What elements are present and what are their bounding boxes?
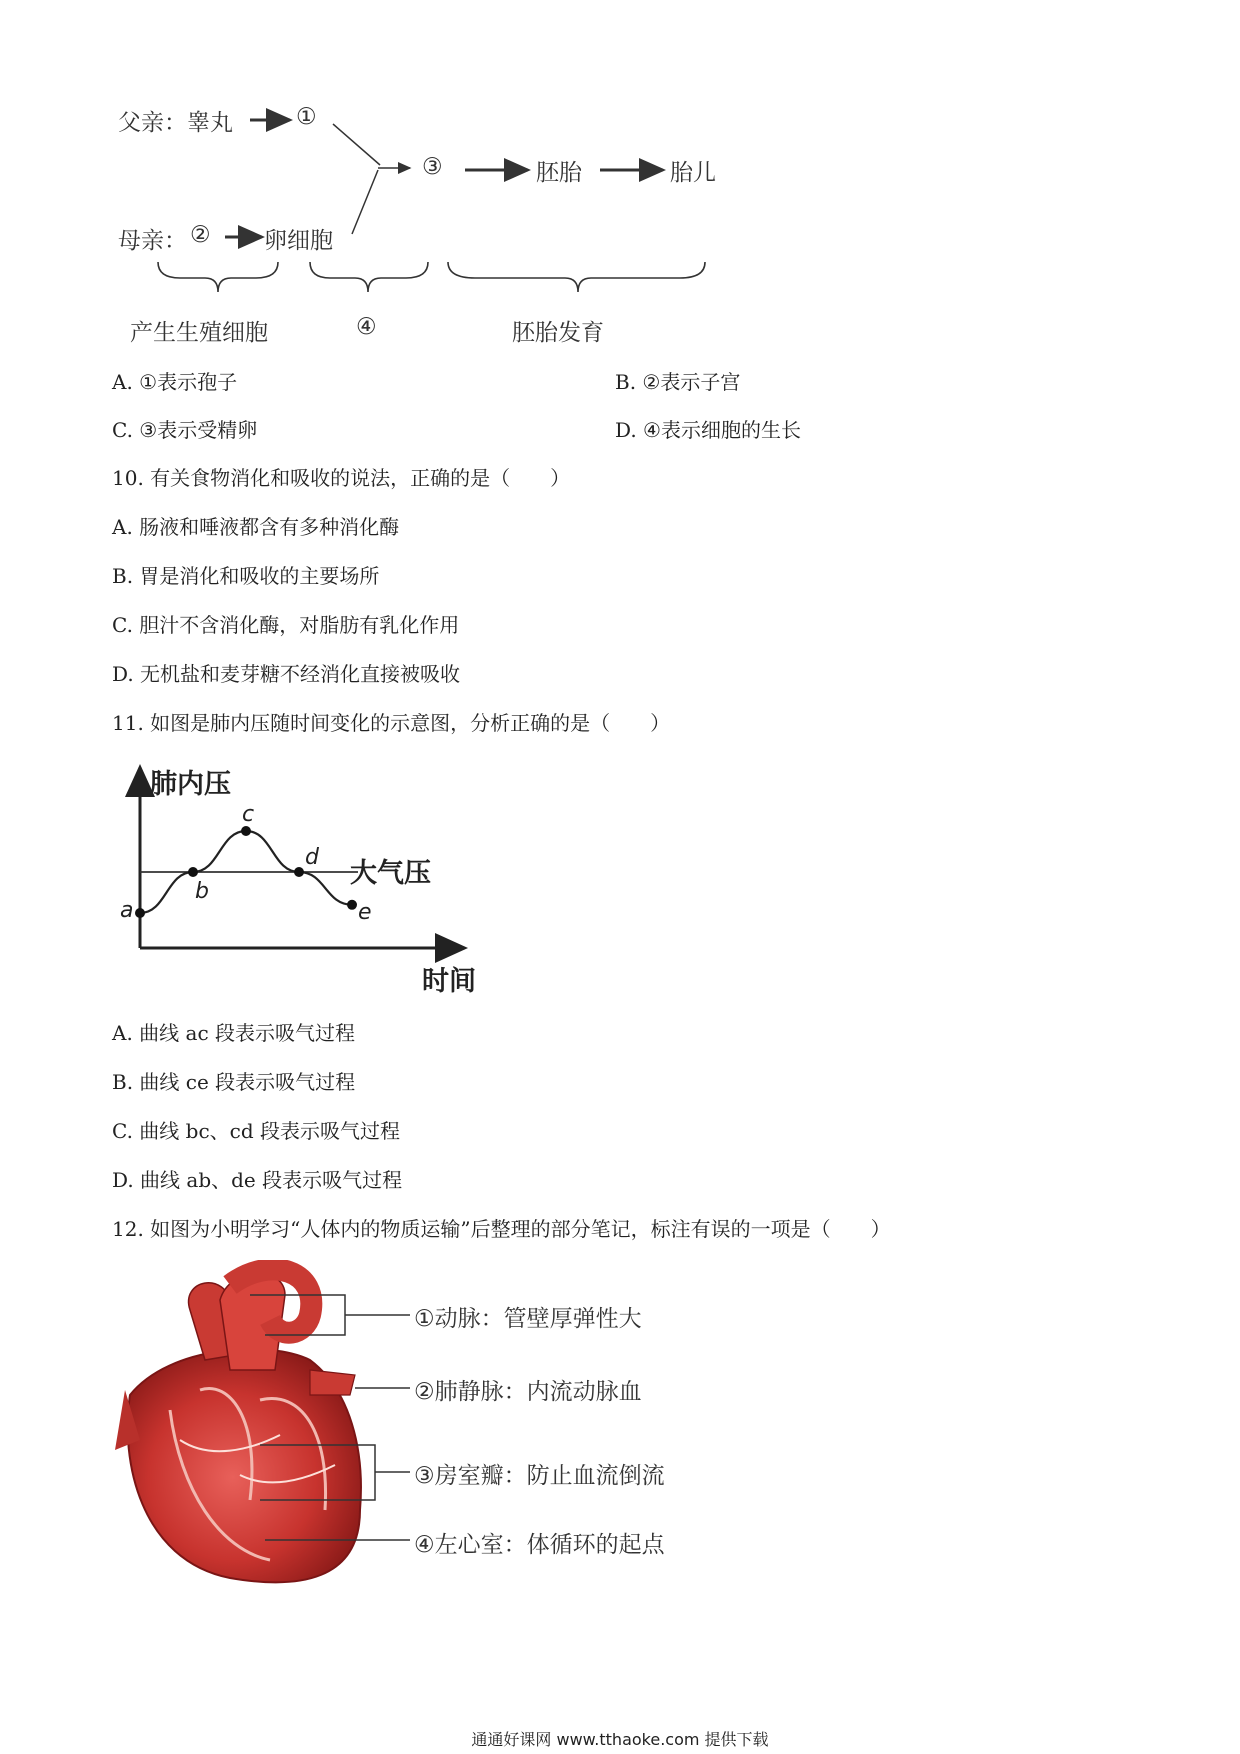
point-d	[294, 867, 304, 877]
x-axis-label: 时间	[422, 966, 476, 997]
q11-option-d: D. 曲线 ab、de 段表示吸气过程	[112, 1168, 403, 1192]
reproduction-diagram	[0, 0, 760, 360]
q11-option-a: A. 曲线 ac 段表示吸气过程	[112, 1021, 355, 1045]
lung-pressure-chart	[110, 755, 490, 1000]
q9-option-c: C. ③表示受精卵	[112, 418, 258, 442]
point-b	[188, 867, 198, 877]
point-label-b: b	[195, 879, 209, 904]
point-label-c: c	[242, 802, 255, 827]
reference-line-label: 大气压	[350, 858, 431, 889]
node-2: ②	[190, 222, 211, 248]
mother-label: 母亲：	[118, 228, 187, 254]
q10-option-a: A. 肠液和唾液都含有多种消化酶	[112, 515, 400, 539]
q9-option-b: B. ②表示子宫	[615, 370, 741, 394]
point-a	[135, 908, 145, 918]
q9-option-a: A. ①表示孢子	[112, 370, 238, 394]
q12-stem: 12. 如图为小明学习“人体内的物质运输”后整理的部分笔记，标注有误的一项是（ ）	[112, 1217, 891, 1241]
heart-label-pulmonary-vein: ②肺静脉：内流动脉血	[414, 1379, 642, 1405]
point-label-d: d	[305, 845, 319, 870]
q10-option-c: C. 胆汁不含消化酶，对脂肪有乳化作用	[112, 613, 460, 637]
q11-option-b: B. 曲线 ce 段表示吸气过程	[112, 1070, 356, 1094]
father-label: 父亲：睾丸	[118, 110, 233, 136]
node-1: ①	[296, 104, 317, 130]
embryo-label: 胚胎	[536, 160, 582, 186]
brace-label-4: ④	[356, 314, 377, 340]
point-c	[241, 826, 251, 836]
point-e	[347, 900, 357, 910]
page-footer: 通通好课网 www.tthaoke.com 提供下载	[471, 1730, 769, 1749]
fetus-label: 胎儿	[670, 160, 716, 186]
q10-option-b: B. 胃是消化和吸收的主要场所	[112, 564, 380, 588]
q10-option-d: D. 无机盐和麦芽糖不经消化直接被吸收	[112, 662, 461, 686]
q9-option-d: D. ④表示细胞的生长	[615, 418, 801, 442]
node-3: ③	[422, 154, 443, 180]
point-label-e: e	[358, 899, 372, 925]
heart-label-left-ventricle: ④左心室：体循环的起点	[414, 1532, 665, 1558]
brace-label-germ-cells: 产生生殖细胞	[130, 320, 268, 346]
q11-option-c: C. 曲线 bc、cd 段表示吸气过程	[112, 1119, 401, 1143]
q11-stem: 11. 如图是肺内压随时间变化的示意图，分析正确的是（ ）	[112, 711, 671, 735]
heart-label-valve: ③房室瓣：防止血流倒流	[414, 1463, 665, 1489]
brace-label-embryo-development: 胚胎发育	[512, 320, 604, 346]
q10-stem: 10. 有关食物消化和吸收的说法，正确的是（ ）	[112, 466, 571, 490]
diagram-arrows	[0, 0, 760, 360]
point-label-a: a	[120, 898, 134, 923]
heart-label-artery: ①动脉：管壁厚弹性大	[414, 1306, 642, 1332]
y-axis-label: 肺内压	[150, 769, 231, 800]
egg-label: 卵细胞	[264, 228, 333, 254]
